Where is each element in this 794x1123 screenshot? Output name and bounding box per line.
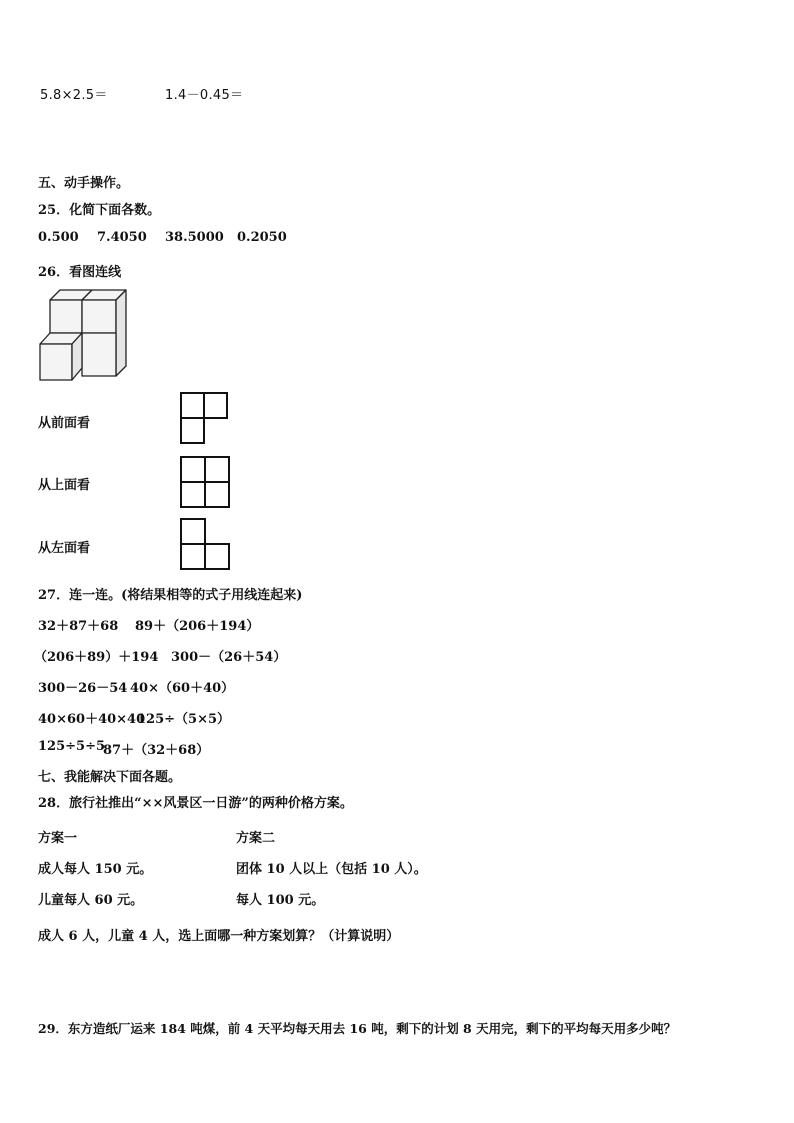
plan-1-line-2: 儿童每人 60 元。 <box>38 893 144 908</box>
q27-right-2: 300－（26＋54） <box>171 650 287 665</box>
plan-1-name: 方案一 <box>38 831 78 846</box>
question-25-title: 25．化简下面各数。 <box>38 203 161 218</box>
section-7-title: 七、我能解决下面各题。 <box>38 770 182 785</box>
question-29-title: 29．东方造纸厂运来 184 吨煤，前 4 天平均每天用去 16 吨，剩下的计划 8 天用完，剩下的平均每天用多少吨？ <box>38 1021 677 1036</box>
q27-right-4: 125÷（5×5） <box>137 712 231 727</box>
view-label-top: 从上面看 <box>38 478 91 493</box>
question-26-title: 26．看图连线 <box>38 265 122 280</box>
q27-left-2: （206＋89）＋194 <box>34 650 159 665</box>
q27-right-1: 89＋（206＋194） <box>135 619 260 634</box>
plan-1-line-1: 成人每人 150 元。 <box>38 862 153 877</box>
view-grid-3 <box>179 517 231 572</box>
view-label-left: 从左面看 <box>38 541 91 556</box>
q27-right-3: 40×（60＋40） <box>130 681 235 696</box>
equation-1: 5.8×2.5＝ <box>40 88 108 103</box>
q27-left-1: 32＋87＋68 <box>38 619 119 634</box>
q25-number-3: 38.5000 <box>165 230 224 245</box>
q27-right-5: 87＋（32＋68） <box>103 743 210 758</box>
section-5-title: 五、动手操作。 <box>38 176 130 191</box>
q27-left-5: 125÷5÷5 <box>38 739 106 754</box>
equation-2: 1.4－0.45＝ <box>165 88 244 103</box>
view-grid-1 <box>179 391 229 446</box>
plan-2-line-1: 团体 10 人以上（包括 10 人）。 <box>236 862 427 877</box>
q25-number-2: 7.4050 <box>97 230 147 245</box>
q25-number-1: 0.500 <box>38 230 79 245</box>
cube-stack-figure <box>38 288 133 384</box>
view-grid-2 <box>179 455 231 510</box>
question-28-prompt: 成人 6 人，儿童 4 人，选上面哪一种方案划算？（计算说明） <box>38 929 400 944</box>
question-28-title: 28．旅行社推出“××风景区一日游”的两种价格方案。 <box>38 796 353 811</box>
q27-left-4: 40×60＋40×40 <box>38 712 146 727</box>
plan-2-name: 方案二 <box>236 831 276 846</box>
view-label-front: 从前面看 <box>38 416 91 431</box>
question-27-title: 27．连一连。(将结果相等的式子用线连起来) <box>38 588 303 603</box>
plan-2-line-2: 每人 100 元。 <box>236 893 325 908</box>
q27-left-3: 300－26－54 <box>38 681 128 696</box>
q25-number-4: 0.2050 <box>237 230 287 245</box>
